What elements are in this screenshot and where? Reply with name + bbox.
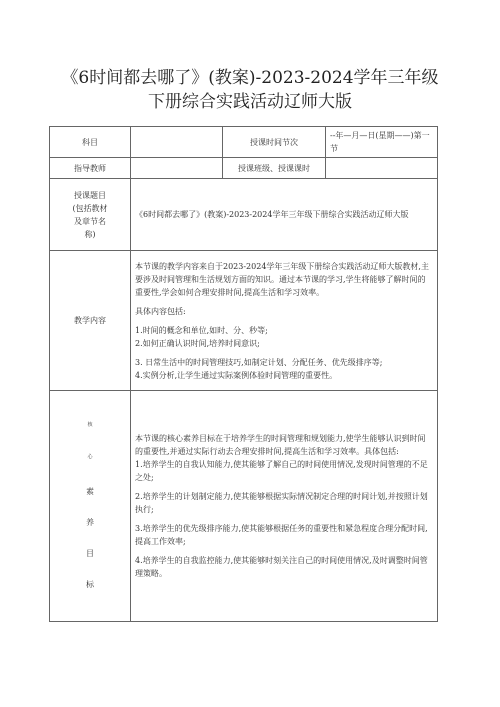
goals-item: 3.培养学生的优先级排序能力,使其能够根据任务的重要性和紧急程度合理分配时间,提高工作效率; xyxy=(135,524,428,546)
goals-item: 1.培养学生的自我认知能力,使其能够了解自己的时间使用情况,发现时间管理的不足之处; xyxy=(135,460,428,482)
table-row-content xyxy=(50,251,438,391)
goals-item: 4.培养学生的自我监控能力,使其能够时刻关注自己的时间使用情况,及时调整时间管理策略。 xyxy=(135,556,428,578)
content-subtitle: 具体内容包括: xyxy=(135,306,186,316)
title-line-2: 下册综合实践活动辽师大版 xyxy=(148,92,352,112)
teacher-value xyxy=(131,158,223,179)
table-row-topic xyxy=(50,179,438,251)
goals-label-char: 心 xyxy=(87,454,93,460)
goals-label-char: 标 xyxy=(86,580,94,589)
content-item: 1.时间的概念和单位,如时、分、秒等; xyxy=(135,325,268,335)
class-label: 授课班级、授课课时 xyxy=(223,158,326,179)
table-row-teacher xyxy=(50,158,438,179)
lesson-plan-table xyxy=(49,126,438,622)
table-row-goals xyxy=(50,391,438,622)
content-label: 教学内容 xyxy=(50,251,131,391)
teacher-label: 指导教师 xyxy=(50,158,131,179)
topic-label xyxy=(50,179,131,251)
class-value xyxy=(326,158,438,179)
goals-label-char: 目 xyxy=(86,549,94,558)
subject-value xyxy=(131,127,223,158)
content-item: 3. 日常生活中的时间管理技巧,如制定计划、分配任务、优先级排序等; xyxy=(135,357,383,367)
document-title xyxy=(0,66,500,114)
goals-label-char: 核 xyxy=(87,422,93,428)
topic-label-line: 称) xyxy=(84,229,96,239)
title-line-1: 《6时间都去哪了》(教案)-2023-2024学年三年级 xyxy=(61,68,439,88)
time-value: --年—月—日(星期——)第一节 xyxy=(326,127,438,158)
topic-label-line: (包括教材 xyxy=(72,203,108,213)
table-row-subject xyxy=(50,127,438,158)
goals-label-char: 素 xyxy=(86,487,94,496)
content-item: 4.实例分析,让学生通过实际案例体验时间管理的重要性。 xyxy=(135,370,338,380)
topic-label-line: 及章节名 xyxy=(74,216,106,226)
goals-body xyxy=(131,391,438,622)
content-body xyxy=(131,251,438,391)
goals-label-char: 养 xyxy=(86,518,94,527)
content-intro: 本节课的教学内容来自于2023-2024学年三年级下册综合实践活动辽师大版教材,主要涉及时间管理和生活规划方面的知识。通过本节课的学习,学生将能够了解时间的重要性,学会如何合理安排时间,提高生活和学习效率。 xyxy=(135,261,429,297)
subject-label: 科目 xyxy=(50,127,131,158)
topic-value: 《6时间都去哪了》(教案)-2023-2024学年三年级下册综合实践活动辽师大版 xyxy=(131,179,438,251)
topic-label-line: 授课题目 xyxy=(74,190,106,200)
goals-item: 2.培养学生的计划制定能力,使其能够根据实际情况制定合理的时间计划,并按照计划执行; xyxy=(135,492,428,514)
goals-label xyxy=(50,391,131,622)
time-label: 授课时间节次 xyxy=(223,127,326,158)
content-item: 2.如何正确认识时间,培养时间意识; xyxy=(135,338,260,348)
goals-intro: 本节课的核心素养目标在于培养学生的时间管理和规划能力,使学生能够认识到时间的重要性,并通过实际行动去合理安排时间,提高生活和学习效率。具体包括: xyxy=(135,434,426,456)
